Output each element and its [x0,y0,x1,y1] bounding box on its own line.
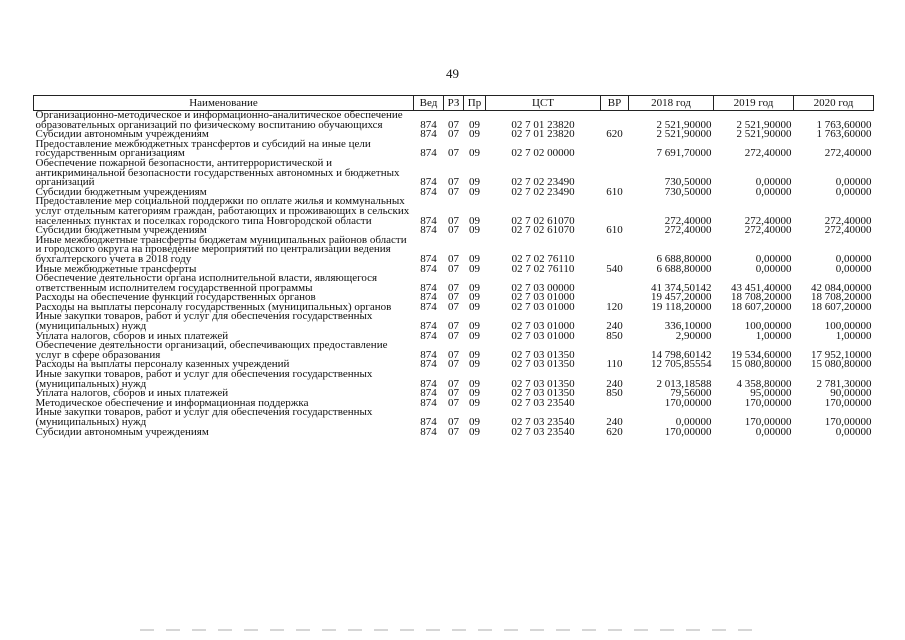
cell-cst: 02 7 03 01000 [511,291,575,304]
cell-pr: 09 [469,396,480,409]
cell-rz: 07 [448,176,459,189]
cell-pr: 09 [469,252,480,265]
cell-pr: 09 [469,262,480,275]
cell-2018: 170,00000 [664,396,712,409]
cell-vr: 110 [606,358,623,371]
cell-2018: 6 688,80000 [656,262,712,275]
cell-ved: 874 [420,147,437,160]
cell-name: Предоставление межбюджетных трансфертов и субсидий на иные цели государственным организациям [35,137,371,160]
cell-2020: 90,00000 [830,387,872,400]
cell-2019: 1,00000 [755,329,792,342]
cell-rz: 07 [448,425,459,438]
cell-pr: 09 [469,176,480,189]
cell-2019: 4 358,80000 [736,377,792,390]
budget-table [33,95,874,437]
cell-2019: 18 607,20000 [731,300,792,313]
cell-2018: 730,50000 [664,185,712,198]
cell-name: Расходы на обеспечение функций государственных органов [35,291,316,304]
cell-vr: 620 [606,128,623,141]
cell-2019: 272,40000 [744,224,792,237]
cell-rz: 07 [448,281,459,294]
cell-ved: 874 [420,425,437,438]
cell-name: Расходы на выплаты персоналу казенных учреждений [35,358,290,371]
cell-2020: 272,40000 [824,214,872,227]
cell-ved: 874 [420,329,437,342]
table-body [34,111,874,438]
table-row [34,236,874,265]
cell-rz: 07 [448,416,459,428]
table-row [34,428,874,438]
cell-ved: 874 [420,348,437,361]
page-number: 49 [446,66,459,81]
cell-vr: 240 [606,377,623,390]
cell-2020: 2 781,30000 [816,377,872,390]
cell-name: Обеспечение деятельности организаций, обеспечивающих предоставление услуг в сфере образования [35,339,388,361]
header-cst: ЦСТ [486,96,601,111]
table-row [34,312,874,331]
header-2019: 2019 год [714,96,794,111]
cell-rz: 07 [448,387,459,400]
cell-2019: 43 451,40000 [731,281,792,294]
cell-2020: 0,00000 [835,252,872,265]
cell-vr [601,140,629,159]
cell-vr: 850 [606,329,623,342]
cell-rz: 07 [448,224,459,237]
cell-name: Уплата налогов, сборов и иных платежей [35,329,229,342]
cell-2018: 12 705,85554 [651,358,712,371]
cell-rz: 07 [448,358,459,371]
cell-rz: 07 [448,377,459,390]
cell-cst: 02 7 02 23490 [511,185,575,198]
cell-pr: 09 [469,118,480,131]
cell-vr [601,197,629,226]
cell-ved: 874 [420,176,437,189]
cell-cst: 02 7 03 23540 [511,396,575,409]
cell-ved: 874 [420,214,437,227]
cell-name: Расходы на выплаты персоналу государственных (муниципальных) органов [35,300,392,313]
cell-rz: 07 [448,300,459,313]
cell-name: Обеспечение деятельности органа исполнительной власти, являющегося ответственным исполнителем государственной программы [35,272,378,294]
cell-name: Иные закупки товаров, работ и услуг для обеспечения государственных (муниципальных) нужд [35,368,373,390]
cell-vr: 610 [606,185,623,198]
header-rz: РЗ [444,96,464,111]
cell-pr: 09 [469,377,480,390]
cell-ved: 874 [420,281,437,294]
cell-ved: 874 [420,252,437,265]
cell-pr: 09 [469,329,480,342]
cell-cst: 02 7 02 76110 [511,262,575,275]
cell-cst: 02 7 03 01000 [511,320,575,333]
cell-2019: 2 521,90000 [736,128,792,141]
cell-pr: 09 [469,281,480,294]
cell-2018: 2,90000 [675,329,712,342]
cell-name: Субсидии автономным учреждениям [35,128,209,141]
cell-rz: 07 [448,214,459,227]
cell-ved: 874 [420,224,437,237]
cell-name: Обеспечение пожарной безопасности, антитеррористической и антикриминальной безопасности государственных автономных и бюджетных организаций [35,156,400,189]
cell-rz: 07 [448,329,459,342]
cell-pr: 09 [469,387,480,400]
cell-vr: 240 [606,320,623,333]
cell-pr: 09 [469,128,480,141]
header-vr: ВР [601,96,629,111]
cell-ved: 874 [420,387,437,400]
cell-rz: 07 [448,396,459,409]
cell-2020: 170,00000 [824,396,872,409]
cell-ved: 874 [420,300,437,313]
cell-pr: 09 [469,185,480,198]
cell-2020: 100,00000 [824,320,872,333]
cell-2019: 18 708,20000 [731,291,792,304]
cell-2019: 272,40000 [744,214,792,227]
cell-cst: 02 7 02 23490 [511,176,575,189]
cell-2019: 0,00000 [755,176,792,189]
cell-2018: 272,40000 [664,224,712,237]
cell-pr: 09 [469,147,480,160]
table-row [34,408,874,427]
cell-2018: 2 013,18588 [656,377,712,390]
cell-2019: 0,00000 [755,262,792,275]
cell-2020: 15 080,80000 [811,358,872,371]
cell-2018: 7 691,70000 [656,147,712,160]
cell-2018: 19 457,20000 [651,291,712,304]
cell-name: Иные межбюджетные трансферты [35,262,197,275]
cell-2018: 79,56000 [670,387,712,400]
cell-pr: 09 [469,416,480,428]
cell-2020: 18 607,20000 [811,300,872,313]
cell-cst: 02 7 02 00000 [511,147,575,160]
cell-2019: 95,00000 [750,387,792,400]
cell-2020: 1 763,60000 [816,118,872,131]
scan-artifact [140,629,760,631]
cell-rz: 07 [448,262,459,275]
cell-pr: 09 [469,300,480,313]
cell-cst: 02 7 03 01350 [511,387,575,400]
cell-cst: 02 7 03 00000 [511,281,575,294]
cell-rz: 07 [448,118,459,131]
cell-vr: 120 [606,300,623,313]
cell-2019: 0,00000 [755,425,792,438]
cell-ved: 874 [420,416,437,428]
cell-cst: 02 7 03 01000 [511,300,575,313]
cell-2019: 0,00000 [755,185,792,198]
cell-pr: 09 [469,320,480,333]
cell-ved: 874 [420,262,437,275]
cell-ved: 874 [420,358,437,371]
cell-vr: 620 [606,425,623,438]
cell-2018: 14 798,60142 [651,348,712,361]
cell-2020: 0,00000 [835,176,872,189]
cell-vr [601,274,629,293]
cell-name: Организационно-методическое и информационно-аналитическое обеспечение образовательных организаций по физическому воспитанию обучающихся [35,109,403,131]
cell-2020: 1,00000 [835,329,872,342]
cell-vr [601,236,629,265]
cell-2018: 272,40000 [664,214,712,227]
cell-vr [601,159,629,188]
cell-rz: 07 [448,291,459,304]
table-row [34,159,874,188]
cell-ved: 874 [420,118,437,131]
cell-ved: 874 [420,291,437,304]
cell-2020: 17 952,10000 [811,348,872,361]
cell-2018: 0,00000 [675,416,712,428]
cell-2019: 100,00000 [744,320,792,333]
cell-vr: 240 [606,416,623,428]
cell-rz: 07 [448,185,459,198]
header-2018: 2018 год [629,96,714,111]
cell-2020: 272,40000 [824,224,872,237]
cell-ved: 874 [420,396,437,409]
cell-vr [601,399,629,409]
cell-pr: 09 [469,348,480,361]
cell-pr: 09 [469,224,480,237]
cell-2018: 170,00000 [664,425,712,438]
cell-vr: 850 [606,387,623,400]
cell-vr: 610 [606,224,623,237]
cell-2020: 42 084,00000 [811,281,872,294]
cell-name: Методическое обеспечение и информационная поддержка [35,396,309,409]
cell-2020: 0,00000 [835,425,872,438]
cell-cst: 02 7 01 23820 [511,118,575,131]
cell-cst: 02 7 02 76110 [511,252,575,265]
cell-cst: 02 7 02 61070 [511,224,575,237]
cell-2019: 170,00000 [744,396,792,409]
header-2020: 2020 год [794,96,874,111]
cell-cst: 02 7 02 61070 [511,214,575,227]
header-pr: Пр [464,96,486,111]
cell-2019: 272,40000 [744,147,792,160]
cell-2018: 336,10000 [664,320,712,333]
cell-name: Иные межбюджетные трансферты бюджетам муниципальных районов области и городского округа на проведение мероприятий по централизации ведения бухгалтерского учета в 2018 году [35,233,407,265]
cell-rz: 07 [448,320,459,333]
cell-rz: 07 [448,147,459,160]
cell-name: Субсидии автономным учреждениям [35,425,209,438]
cell-2020: 170,00000 [824,416,872,428]
cell-2019: 2 521,90000 [736,118,792,131]
table-row [34,197,874,226]
cell-2018: 6 688,80000 [656,252,712,265]
cell-name: Иные закупки товаров, работ и услуг для обеспечения государственных (муниципальных) нужд [35,406,373,428]
cell-2018: 2 521,90000 [656,128,712,141]
cell-2018: 730,50000 [664,176,712,189]
cell-rz: 07 [448,348,459,361]
cell-cst: 02 7 03 23540 [511,416,575,428]
cell-2019: 170,00000 [744,416,792,428]
cell-name: Субсидии бюджетным учреждениям [35,224,207,237]
cell-ved: 874 [420,128,437,141]
cell-name: Уплата налогов, сборов и иных платежей [35,387,229,400]
cell-pr: 09 [469,358,480,371]
cell-cst: 02 7 03 01350 [511,358,575,371]
cell-ved: 874 [420,377,437,390]
cell-cst: 02 7 03 01350 [511,348,575,361]
cell-2020: 272,40000 [824,147,872,160]
header-ved: Вед [414,96,444,111]
cell-2020: 18 708,20000 [811,291,872,304]
cell-2019: 19 534,60000 [731,348,792,361]
cell-name: Предоставление мер социальной поддержки по оплате жилья и коммунальных услуг отдельным категориям граждан, работающих и проживающих в сельских населенных пунктах и поселках городского типа Новгородской области [35,195,410,227]
cell-rz: 07 [448,128,459,141]
cell-vr: 540 [606,262,623,275]
cell-pr: 09 [469,425,480,438]
cell-2018: 41 374,50142 [651,281,712,294]
cell-2020: 0,00000 [835,262,872,275]
cell-ved: 874 [420,185,437,198]
cell-cst: 02 7 03 01000 [511,329,575,342]
cell-2019: 0,00000 [755,252,792,265]
cell-cst: 02 7 01 23820 [511,128,575,141]
cell-2020: 0,00000 [835,185,872,198]
cell-2018: 19 118,20000 [651,300,712,313]
cell-cst: 02 7 03 01350 [511,377,575,390]
cell-2019: 15 080,80000 [731,358,792,371]
cell-ved: 874 [420,320,437,333]
cell-rz: 07 [448,252,459,265]
cell-cst: 02 7 03 23540 [511,425,575,438]
cell-2020: 1 763,60000 [816,128,872,141]
cell-pr: 09 [469,214,480,227]
cell-2018: 2 521,90000 [656,118,712,131]
cell-pr: 09 [469,291,480,304]
cell-name: Субсидии бюджетным учреждениям [35,185,207,198]
header-name: Наименование [34,96,414,111]
cell-name: Иные закупки товаров, работ и услуг для обеспечения государственных (муниципальных) нужд [35,310,373,333]
